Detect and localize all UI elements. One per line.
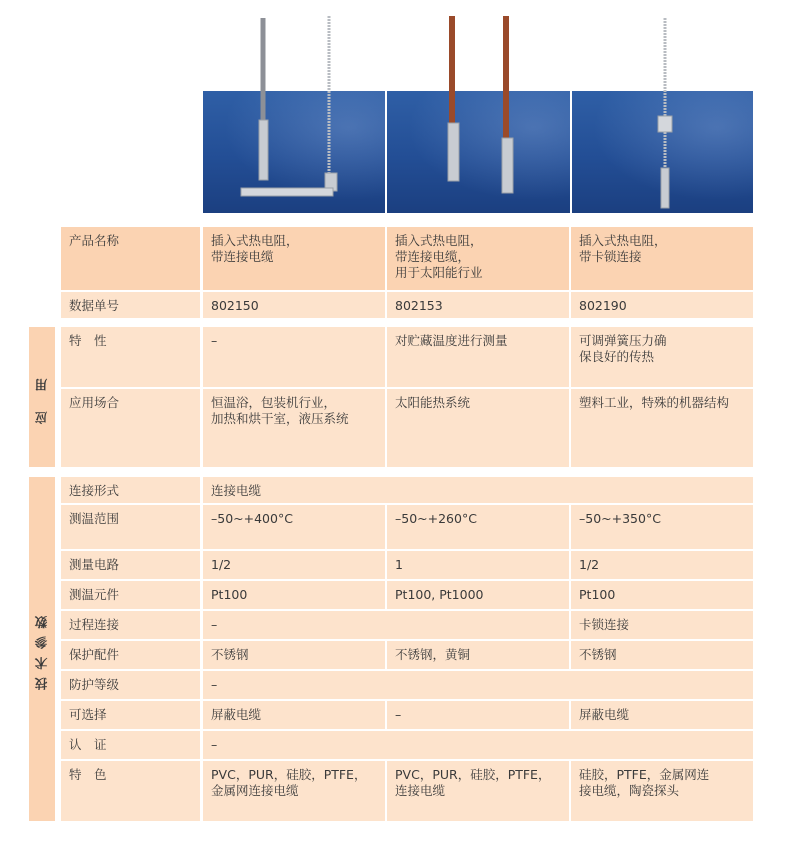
row-label-cert: 认 证 [61, 731, 200, 759]
row-label-range: 测温范围 [61, 505, 200, 549]
row-label-optional: 可选择 [61, 701, 200, 729]
datasheet-802150: 802150 [203, 292, 385, 318]
product-name-802150: 插入式热电阻， 带连接电缆 [203, 227, 385, 290]
group-label-application: 应 用 [29, 327, 55, 467]
ip-all: – [203, 671, 753, 699]
range-802190: –50~+350°C [571, 505, 753, 549]
circuit-802150: 1/2 [203, 551, 385, 579]
row-label-datasheet: 数据单号 [61, 292, 200, 318]
row-label-special: 特 色 [61, 761, 200, 821]
optional-802153: – [387, 701, 569, 729]
datasheet-802190: 802190 [571, 292, 753, 318]
protection-802190: 不锈钢 [571, 641, 753, 669]
cert-all: – [203, 731, 753, 759]
range-802153: –50~+260°C [387, 505, 569, 549]
feature-802190: 可调弹簧压力确 保良好的传热 [571, 327, 753, 387]
row-label-usage: 应用场合 [61, 389, 200, 467]
row-label-ip: 防护等级 [61, 671, 200, 699]
feature-802150: – [203, 327, 385, 387]
special-802150: PVC，PUR，硅胶，PTFE， 金属网连接电缆 [203, 761, 385, 821]
row-label-feature: 特 性 [61, 327, 200, 387]
protection-802153: 不锈钢，黄铜 [387, 641, 569, 669]
usage-802190: 塑料工业，特殊的机器结构 [571, 389, 753, 467]
special-802153: PVC，PUR，硅胶，PTFE， 连接电缆 [387, 761, 569, 821]
row-label-circuit: 测量电路 [61, 551, 200, 579]
probe-illustrations [203, 8, 753, 213]
row-label-protection: 保护配件 [61, 641, 200, 669]
circuit-802190: 1/2 [571, 551, 753, 579]
element-802150: Pt100 [203, 581, 385, 609]
feature-802153: 对贮藏温度进行测量 [387, 327, 569, 387]
special-802190: 硅胶，PTFE，金属网连 接电缆，陶瓷探头 [571, 761, 753, 821]
usage-802153: 太阳能热系统 [387, 389, 569, 467]
connection-all: 连接电缆 [203, 477, 753, 503]
group-label-technical: 技术参数 [29, 477, 55, 821]
row-label-name: 产品名称 [61, 227, 200, 290]
usage-802150: 恒温浴，包装机行业， 加热和烘干室，液压系统 [203, 389, 385, 467]
range-802150: –50~+400°C [203, 505, 385, 549]
optional-802150: 屏蔽电缆 [203, 701, 385, 729]
element-802190: Pt100 [571, 581, 753, 609]
process-802190: 卡锁连接 [571, 611, 753, 639]
optional-802190: 屏蔽电缆 [571, 701, 753, 729]
protection-802150: 不锈钢 [203, 641, 385, 669]
product-name-802190: 插入式热电阻， 带卡锁连接 [571, 227, 753, 290]
circuit-802153: 1 [387, 551, 569, 579]
process-802150-802153: – [203, 611, 569, 639]
element-802153: Pt100, Pt1000 [387, 581, 569, 609]
product-name-802153: 插入式热电阻， 带连接电缆， 用于太阳能行业 [387, 227, 569, 290]
row-label-connection: 连接形式 [61, 477, 200, 503]
row-label-element: 测温元件 [61, 581, 200, 609]
row-label-process: 过程连接 [61, 611, 200, 639]
datasheet-802153: 802153 [387, 292, 569, 318]
product-photos [203, 8, 753, 213]
